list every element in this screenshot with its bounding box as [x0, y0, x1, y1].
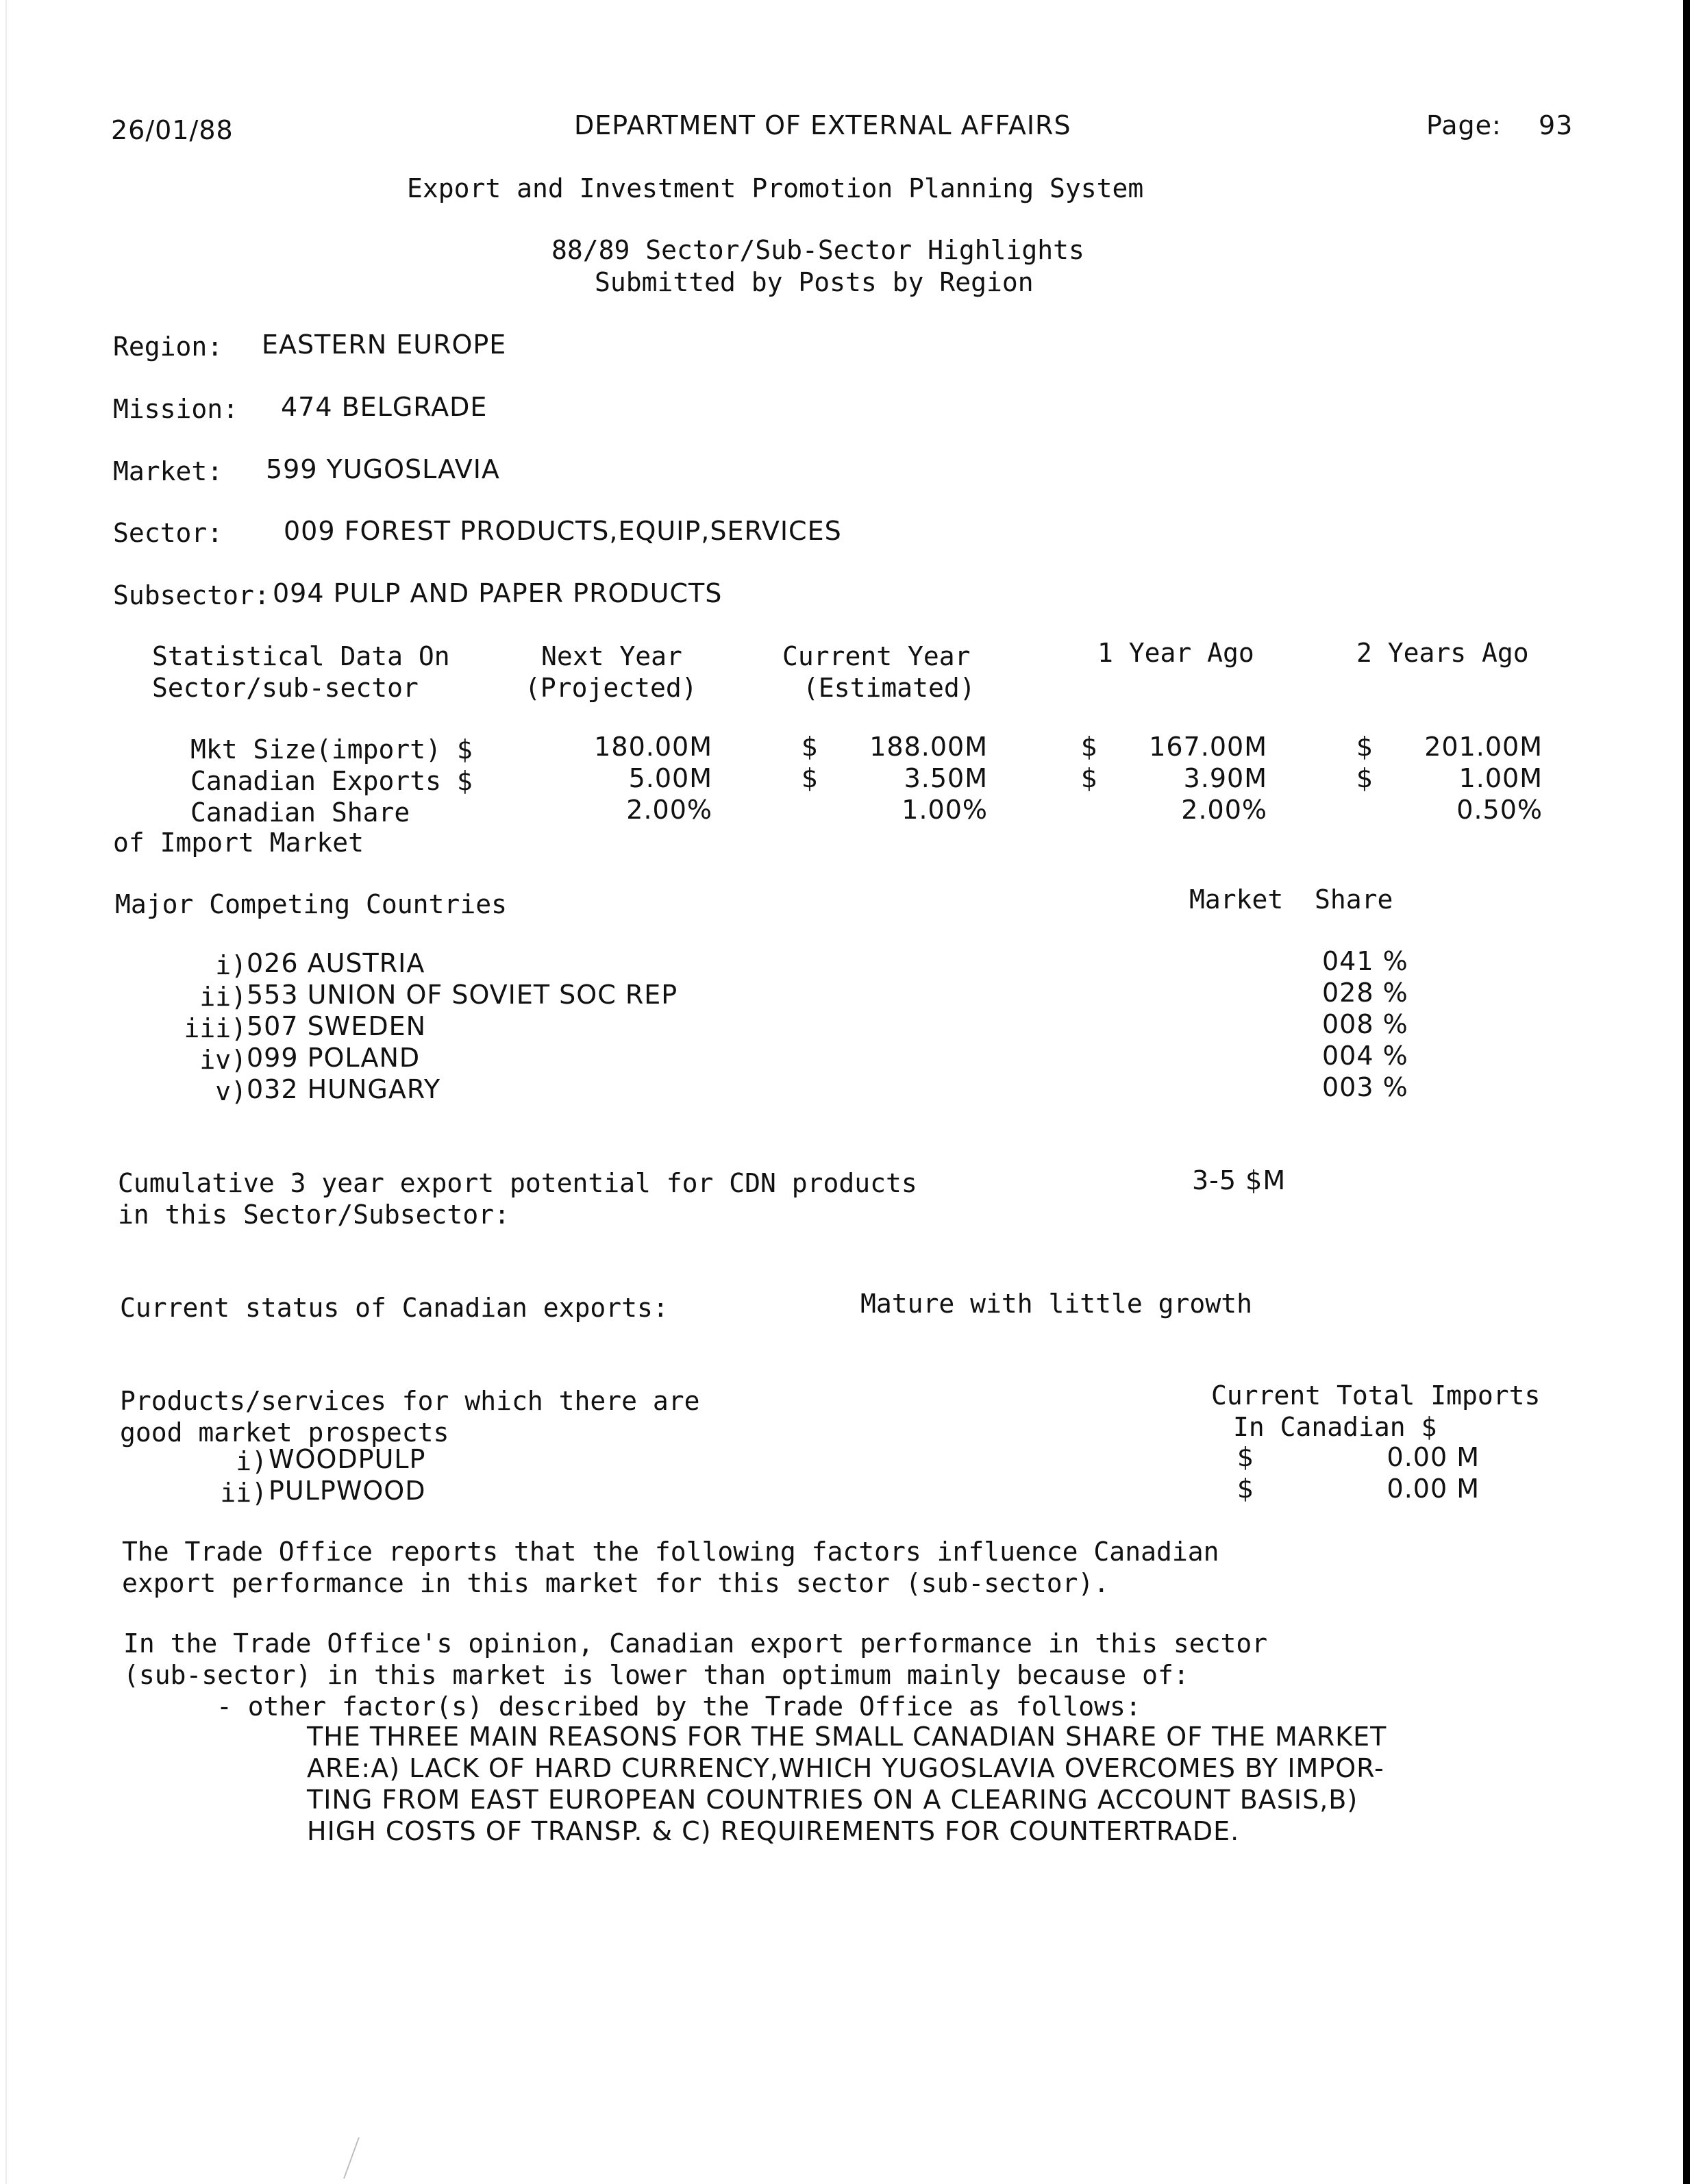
market-value: 599 YUGOSLAVIA: [266, 454, 500, 484]
product-number: i): [236, 1446, 267, 1476]
factors-p2-line1: In the Trade Office's opinion, Canadian export performance in this sector: [123, 1628, 1268, 1659]
stats-header-line1: Statistical Data On: [152, 641, 450, 671]
status-label: Current status of Canadian exports:: [120, 1293, 669, 1323]
potential-line2: in this Sector/Subsector:: [118, 1200, 510, 1230]
factors-p2-line2: (sub-sector) in this market is lower than optimum mainly because of:: [123, 1660, 1189, 1690]
exports-one-year-ago: 3.90M: [1183, 763, 1267, 793]
report-date: 26/01/88: [111, 115, 234, 145]
report-title: 88/89 Sector/Sub-Sector Highlights: [551, 235, 1084, 265]
competitor-share: 041 %: [1322, 946, 1408, 976]
product-currency: $: [1237, 1442, 1255, 1472]
reason-line: HIGH COSTS OF TRANSP. & C) REQUIREMENTS FOR COUNTERTRADE.: [307, 1816, 1240, 1846]
mkt-size-next-year: 180.00M: [594, 732, 712, 762]
subsector-value: 094 PULP AND PAPER PRODUCTS: [273, 578, 723, 608]
competitor-share: 003 %: [1322, 1072, 1408, 1102]
share-two-years-ago: 0.50%: [1456, 795, 1543, 825]
currency-sign: $: [1081, 763, 1099, 793]
currency-sign: $: [801, 732, 819, 762]
exports-two-years-ago: 1.00M: [1458, 763, 1543, 793]
competitor-number: v): [215, 1076, 247, 1106]
report-subtitle: Submitted by Posts by Region: [595, 267, 1034, 297]
stats-header-line2: Sector/sub-sector: [152, 673, 419, 703]
exports-current-year: 3.50M: [904, 763, 988, 793]
col-two-years-ago: 2 Years Ago: [1356, 638, 1529, 668]
competitor-number: ii): [199, 982, 247, 1012]
system-title: Export and Investment Promotion Planning System: [407, 173, 1144, 203]
product-amount: 0.00 M: [1387, 1442, 1480, 1472]
factors-p1-line1: The Trade Office reports that the following factors influence Canadian: [122, 1537, 1219, 1567]
potential-value: 3-5 $M: [1192, 1165, 1287, 1195]
col-current-year: Current Year: [782, 641, 971, 671]
factors-p1-line2: export performance in this market for this sector (sub-sector).: [122, 1568, 1110, 1598]
competitors-title: Major Competing Countries: [115, 889, 507, 919]
col-next-year-note: (Projected): [525, 673, 697, 703]
row-label-canadian-share: Canadian Share: [190, 797, 410, 828]
product-number: ii): [220, 1478, 267, 1508]
mission-label: Mission:: [113, 394, 239, 424]
competitor-share: 008 %: [1322, 1009, 1408, 1039]
competitor-share: 004 %: [1322, 1041, 1408, 1071]
currency-sign: $: [1356, 763, 1374, 793]
col-next-year: Next Year: [541, 641, 682, 671]
factors-p2-line3: - other factor(s) described by the Trade Office as follows:: [216, 1691, 1141, 1722]
product-amount: 0.00 M: [1387, 1474, 1480, 1504]
potential-line1: Cumulative 3 year export potential for CDN products: [118, 1168, 917, 1198]
page-label: Page:: [1426, 110, 1502, 140]
scan-border: [1683, 0, 1690, 2184]
market-label: Market:: [113, 456, 223, 486]
region-label: Region:: [113, 332, 223, 362]
sector-value: 009 FOREST PRODUCTS,EQUIP,SERVICES: [284, 516, 842, 546]
product-name: PULPWOOD: [269, 1476, 426, 1506]
mission-value: 474 BELGRADE: [281, 392, 488, 422]
share-note: of Import Market: [113, 828, 364, 858]
row-label-canadian-exports: Canadian Exports $: [190, 766, 473, 796]
product-currency: $: [1237, 1474, 1255, 1504]
pen-mark: [343, 2137, 380, 2179]
competitor-country: 099 POLAND: [247, 1043, 421, 1073]
competitor-number: i): [215, 950, 247, 980]
exports-next-year: 5.00M: [628, 763, 712, 793]
share-next-year: 2.00%: [626, 795, 712, 825]
region-value: EASTERN EUROPE: [262, 330, 507, 360]
competitor-country: 553 UNION OF SOVIET SOC REP: [247, 980, 678, 1010]
competitor-number: iii): [184, 1013, 247, 1043]
mkt-size-two-years-ago: 201.00M: [1424, 732, 1543, 762]
row-label-mkt-size: Mkt Size(import) $: [190, 734, 473, 765]
competitor-country: 026 AUSTRIA: [247, 948, 425, 978]
mkt-size-one-year-ago: 167.00M: [1149, 732, 1267, 762]
col-one-year-ago: 1 Year Ago: [1097, 638, 1254, 668]
imports-header2: In Canadian $: [1233, 1412, 1437, 1442]
department-name: DEPARTMENT OF EXTERNAL AFFAIRS: [574, 110, 1071, 140]
currency-sign: $: [1356, 732, 1374, 762]
competitor-share: 028 %: [1322, 978, 1408, 1008]
imports-header1: Current Total Imports: [1211, 1380, 1541, 1411]
subsector-label: Subsector:: [113, 580, 270, 610]
mkt-size-current-year: 188.00M: [869, 732, 988, 762]
currency-sign: $: [1081, 732, 1099, 762]
reason-line: THE THREE MAIN REASONS FOR THE SMALL CANADIAN SHARE OF THE MARKET: [307, 1722, 1387, 1752]
competitor-number: iv): [199, 1045, 247, 1075]
product-name: WOODPULP: [269, 1444, 426, 1474]
market-share-header: Market Share: [1189, 884, 1393, 915]
reason-line: ARE:A) LACK OF HARD CURRENCY,WHICH YUGOSLAVIA OVERCOMES BY IMPOR-: [307, 1753, 1384, 1783]
products-line2: good market prospects: [120, 1417, 449, 1448]
competitor-country: 032 HUNGARY: [247, 1074, 441, 1104]
share-one-year-ago: 2.00%: [1181, 795, 1267, 825]
currency-sign: $: [801, 763, 819, 793]
competitor-country: 507 SWEDEN: [247, 1011, 427, 1041]
share-current-year: 1.00%: [902, 795, 988, 825]
page-number: 93: [1539, 110, 1574, 140]
sector-label: Sector:: [113, 518, 223, 548]
status-value: Mature with little growth: [860, 1289, 1252, 1319]
scan-edge-line: [5, 0, 7, 2184]
col-current-year-note: (Estimated): [803, 673, 976, 703]
reason-line: TING FROM EAST EUROPEAN COUNTRIES ON A CLEARING ACCOUNT BASIS,B): [307, 1785, 1358, 1815]
products-line1: Products/services for which there are: [120, 1386, 700, 1416]
